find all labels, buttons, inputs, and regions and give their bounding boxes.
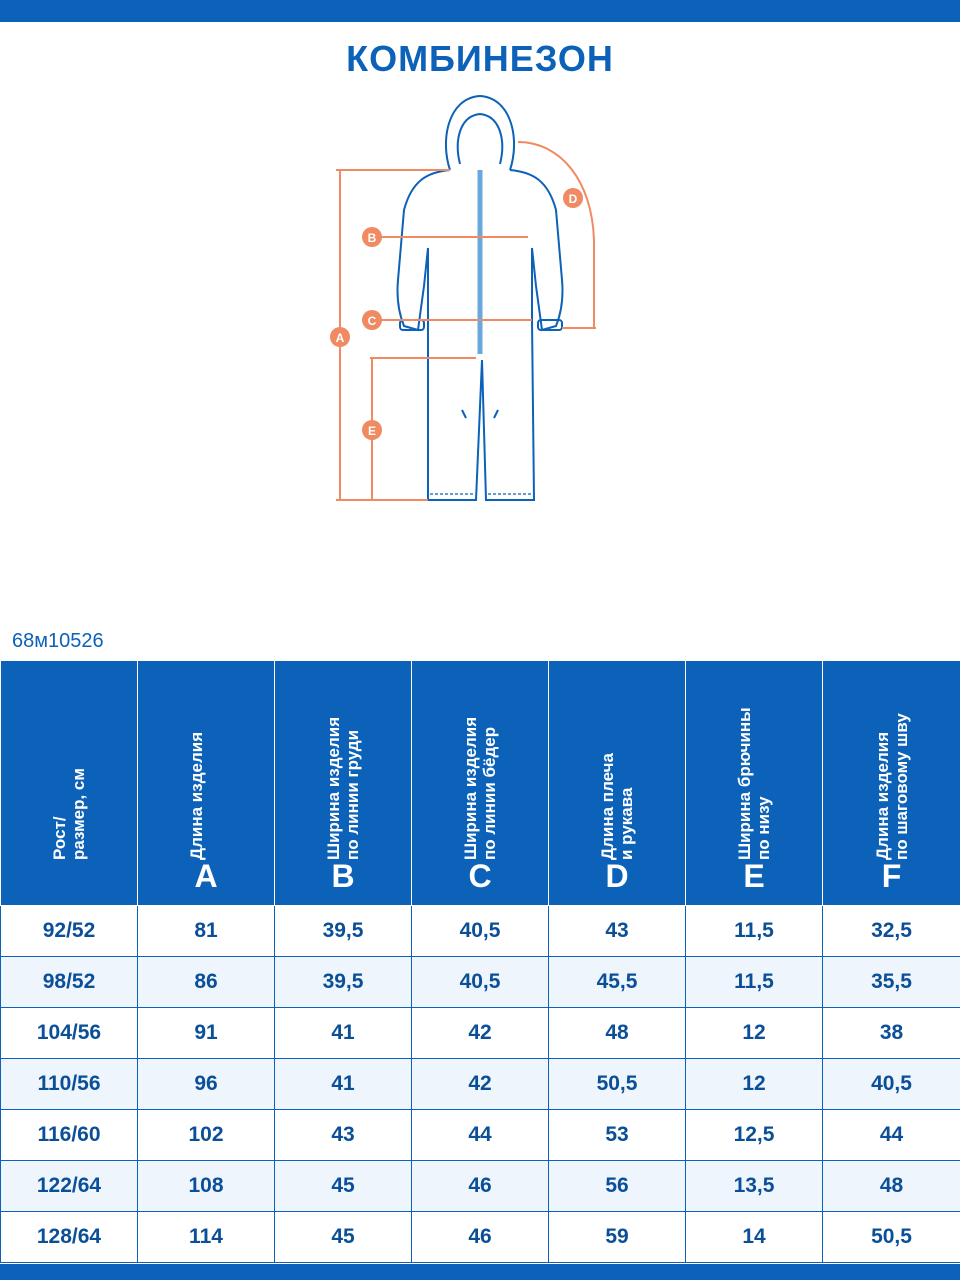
- cell-a: 81: [138, 906, 275, 957]
- cell-f: 38: [823, 1008, 960, 1059]
- header-height-size: [1, 661, 138, 906]
- header-hip-width: [412, 661, 549, 906]
- table-row: [1, 1059, 960, 1110]
- cell-e: 11,5: [686, 906, 823, 957]
- header-sleeve-length: [549, 661, 686, 906]
- cell-f: 32,5: [823, 906, 960, 957]
- header-letter: D: [605, 858, 629, 894]
- cell-c: 40,5: [412, 906, 549, 957]
- table-row: [1, 906, 960, 957]
- svg-text:D: D: [568, 192, 578, 206]
- header-label: Ширина брючины по низу: [735, 707, 773, 860]
- cell-b: 45: [275, 1161, 412, 1212]
- table-row: [1, 1110, 960, 1161]
- header-label: Рост/ размер, см: [50, 768, 88, 860]
- header-chest-width: [275, 661, 412, 906]
- cell-c: 44: [412, 1110, 549, 1161]
- cell-size: 92/52: [1, 906, 138, 957]
- cell-c: 42: [412, 1059, 549, 1110]
- cell-b: 39,5: [275, 957, 412, 1008]
- cell-d: 59: [549, 1212, 686, 1263]
- cell-a: 114: [138, 1212, 275, 1263]
- table-row: [1, 1008, 960, 1059]
- table-row: [1, 957, 960, 1008]
- cell-f: 35,5: [823, 957, 960, 1008]
- cell-e: 12: [686, 1059, 823, 1110]
- header-label: Ширина изделия по линии бёдер: [461, 716, 499, 860]
- cell-f: 50,5: [823, 1212, 960, 1263]
- cell-a: 86: [138, 957, 275, 1008]
- header-letter: B: [331, 858, 355, 894]
- cell-b: 41: [275, 1059, 412, 1110]
- cell-d: 53: [549, 1110, 686, 1161]
- cell-c: 42: [412, 1008, 549, 1059]
- cell-b: 43: [275, 1110, 412, 1161]
- cell-a: 91: [138, 1008, 275, 1059]
- table-row: [1, 1212, 960, 1263]
- article-number: 68м10526: [12, 630, 104, 652]
- cell-size: 128/64: [1, 1212, 138, 1263]
- cell-size: 122/64: [1, 1161, 138, 1212]
- cell-c: 46: [412, 1212, 549, 1263]
- cell-e: 13,5: [686, 1161, 823, 1212]
- header-label: Длина изделия: [187, 731, 206, 860]
- header-label: Длина изделия по шаговому шву: [872, 713, 911, 860]
- cell-b: 41: [275, 1008, 412, 1059]
- header-label: Длина плеча и рукава: [598, 752, 636, 860]
- cell-a: 96: [138, 1059, 275, 1110]
- header-letter: E: [743, 858, 765, 894]
- svg-text:A: A: [335, 331, 345, 345]
- svg-text:B: B: [367, 231, 377, 245]
- svg-text:C: C: [367, 314, 377, 328]
- cell-size: 110/56: [1, 1059, 138, 1110]
- cell-a: 102: [138, 1110, 275, 1161]
- cell-d: 45,5: [549, 957, 686, 1008]
- cell-c: 40,5: [412, 957, 549, 1008]
- top-bar: [0, 0, 960, 22]
- cell-e: 12,5: [686, 1110, 823, 1161]
- measure-markers: [330, 188, 583, 440]
- size-table: [0, 660, 960, 1263]
- bottom-bar: [0, 1264, 960, 1280]
- cell-c: 46: [412, 1161, 549, 1212]
- header-label: Ширина изделия по линии груди: [324, 716, 362, 860]
- cell-b: 39,5: [275, 906, 412, 957]
- cell-e: 12: [686, 1008, 823, 1059]
- cell-d: 50,5: [549, 1059, 686, 1110]
- header-letter: A: [194, 858, 218, 894]
- cell-e: 11,5: [686, 957, 823, 1008]
- header-length: [138, 661, 275, 906]
- header-inseam-length: [823, 661, 960, 906]
- garment-diagram: [300, 80, 640, 520]
- cell-f: 48: [823, 1161, 960, 1212]
- cell-e: 14: [686, 1212, 823, 1263]
- cell-size: 104/56: [1, 1008, 138, 1059]
- cell-a: 108: [138, 1161, 275, 1212]
- cell-b: 45: [275, 1212, 412, 1263]
- cell-size: 116/60: [1, 1110, 138, 1161]
- cell-d: 43: [549, 906, 686, 957]
- cell-f: 40,5: [823, 1059, 960, 1110]
- header-leg-width: [686, 661, 823, 906]
- cell-d: 56: [549, 1161, 686, 1212]
- svg-text:E: E: [367, 424, 377, 438]
- page-title: КОМБИНЕЗОН: [346, 38, 614, 79]
- cell-f: 44: [823, 1110, 960, 1161]
- header-row: [1, 661, 960, 906]
- cell-d: 48: [549, 1008, 686, 1059]
- cell-size: 98/52: [1, 957, 138, 1008]
- header-letter: F: [881, 858, 902, 894]
- header-letter: C: [468, 858, 492, 894]
- table-row: [1, 1161, 960, 1212]
